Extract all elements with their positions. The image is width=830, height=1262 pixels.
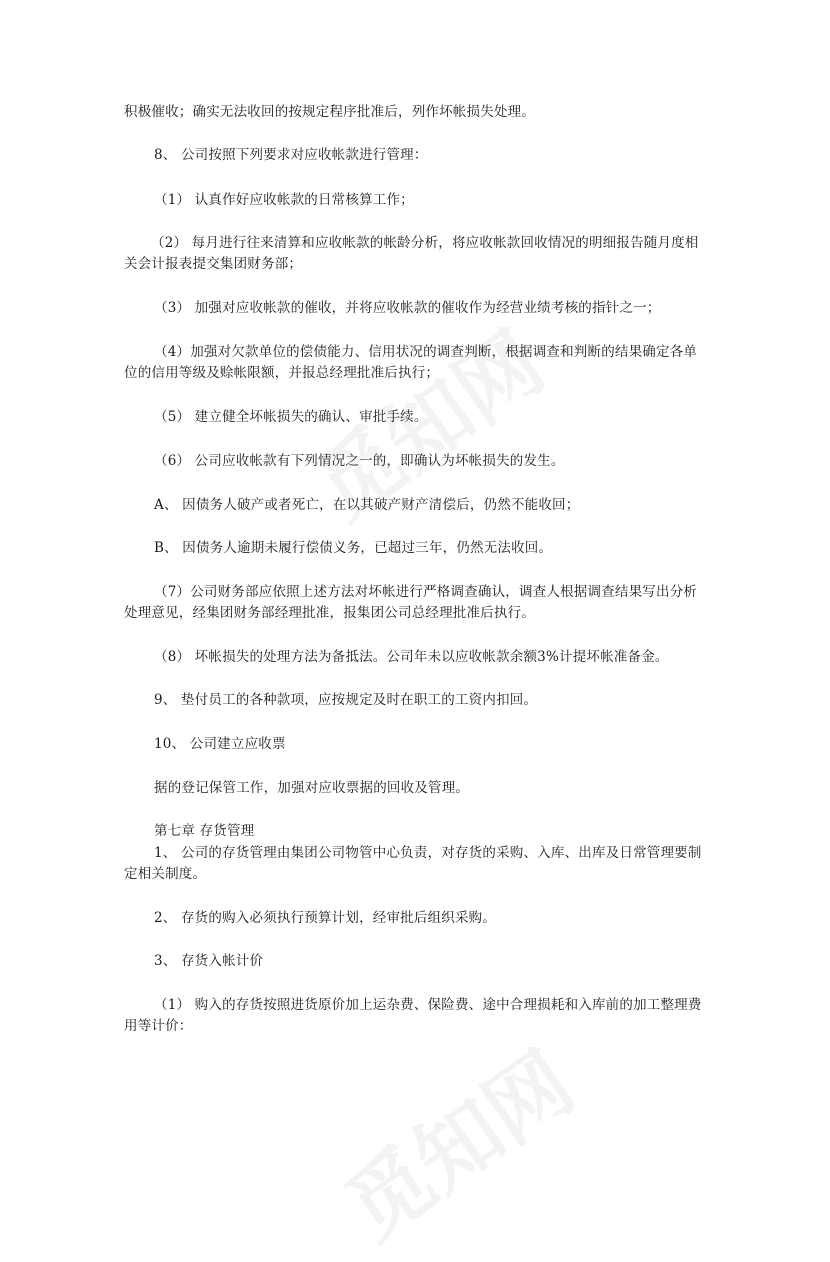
paragraph-line: 关会计报表提交集团财务部；: [124, 256, 303, 272]
section-heading: 第七章 存货管理: [154, 823, 255, 839]
watermark: [318, 1019, 594, 1262]
paragraph-line: 积极催收；确实无法收回的按规定程序批准后，列作坏帐损失处理。: [124, 104, 535, 120]
paragraph-line: （1） 认真作好应收帐款的日常核算工作；: [154, 192, 414, 208]
paragraph-line: （8） 坏帐损失的处理方法为备抵法。公司年未以应收帐款余额3%计提坏帐准备金。: [154, 649, 669, 665]
paragraph-line: 定相关制度。: [124, 866, 207, 882]
paragraph-line: 位的信用等级及赊帐限额，并报总经理批准后执行；: [124, 365, 440, 381]
paragraph-line: （5） 建立健全坏帐损失的确认、审批手续。: [154, 409, 428, 425]
paragraph-line: （6） 公司应收帐款有下列情况之一的，即确认为坏帐损失的发生。: [154, 453, 565, 469]
paragraph-line: 3、 存货入帐计价: [154, 953, 264, 969]
paragraph-line: 1、 公司的存货管理由集团公司物管中心负责，对存货的采购、入库、出库及日常管理要制: [154, 845, 702, 861]
paragraph-line: A、 因债务人破产或者死亡，在以其破产财产清偿后，仍然不能收回；: [154, 497, 580, 513]
paragraph-line: 8、 公司按照下列要求对应收帐款进行管理：: [154, 147, 428, 163]
paragraph-line: （1） 购入的存货按照进货原价加上运杂费、保险费、途中合理损耗和入库前的加工整理费: [154, 997, 702, 1013]
paragraph-line: （3） 加强对应收帐款的催收，并将应收帐款的催收作为经营业绩考核的指针之一；: [154, 300, 661, 316]
paragraph-line: B、 因债务人逾期未履行偿债义务，已超过三年，仍然无法收回。: [154, 540, 553, 556]
paragraph-line: （2） 每月进行往来清算和应收帐款的帐龄分析，将应收帐款回收情况的明细报告随月度相: [151, 235, 699, 251]
paragraph-line: 10、 公司建立应收票: [154, 736, 286, 752]
paragraph-line: 9、 垫付员工的各种款项，应按规定及时在职工的工资内扣回。: [154, 692, 538, 708]
paragraph-line: 据的登记保管工作，加强对应收票据的回收及管理。: [154, 780, 470, 796]
paragraph-line: 2、 存货的购入必须执行预算计划，经审批后组织采购。: [154, 910, 497, 926]
paragraph-line: （7）公司财务部应依照上述方法对坏帐进行严格调查确认，调查人根据调查结果写出分析: [154, 584, 698, 600]
paragraph-line: 处理意见，经集团财务部经理批准，报集团公司总经理批准后执行。: [124, 605, 535, 621]
paragraph-line: （4）加强对欠款单位的偿债能力、信用状况的调查判断，根据调查和判断的结果确定各单: [154, 344, 698, 360]
paragraph-line: 用等计价：: [124, 1018, 193, 1034]
